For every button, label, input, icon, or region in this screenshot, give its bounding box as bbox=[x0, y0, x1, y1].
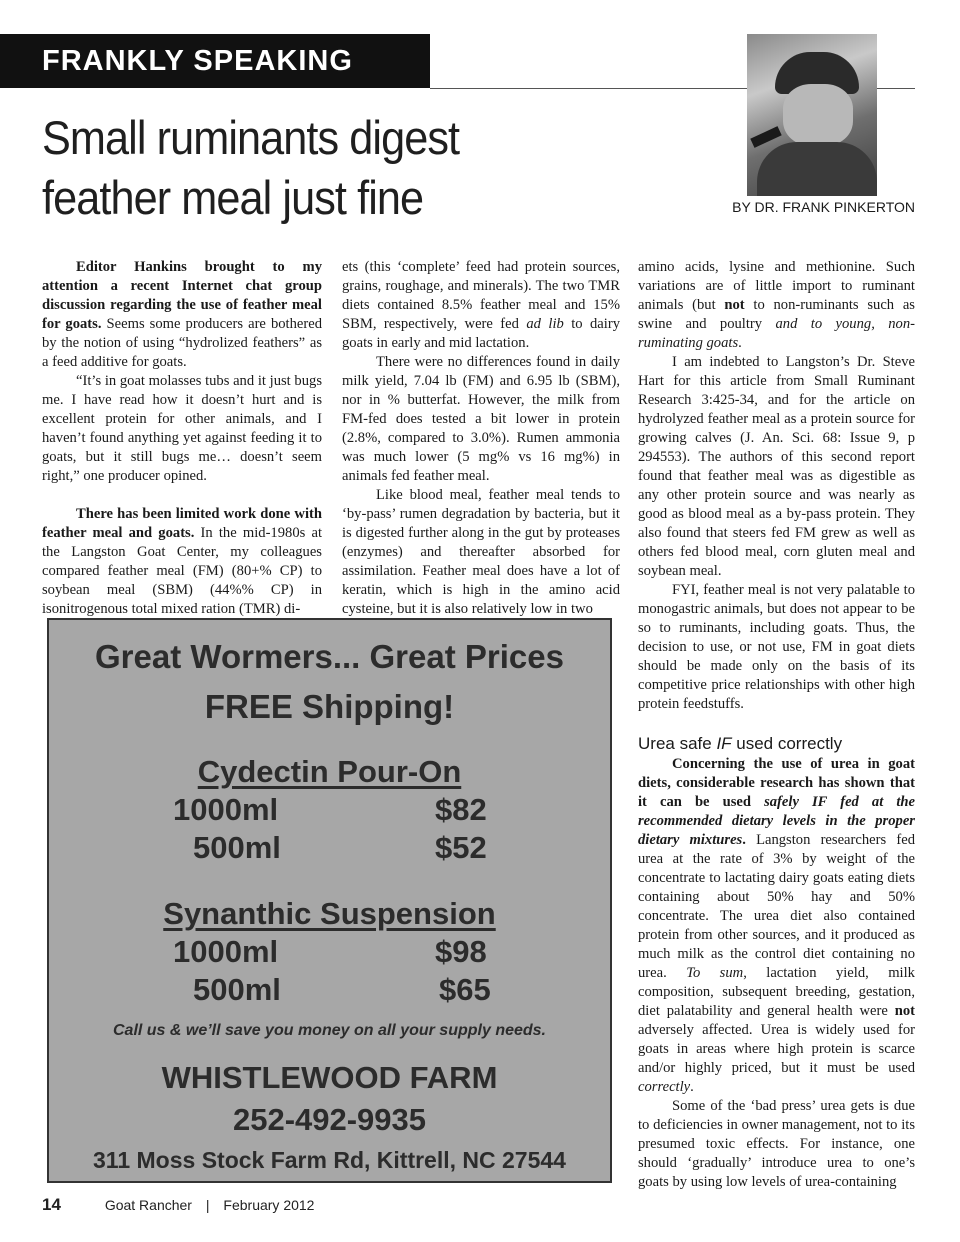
ad-headline: Great Wormers... Great Prices bbox=[95, 638, 564, 675]
ad-farm-name: WHISTLEWOOD FARM bbox=[161, 1060, 498, 1095]
ad-free-shipping: FREE Shipping! bbox=[204, 688, 455, 725]
issue-date: February 2012 bbox=[223, 1197, 315, 1213]
paragraph: FYI, feather meal is not very palatable to monogastric animals, but does not appear to be so to ruminants, including goats. Thus, the decision to use, or not use, FM in goat diets should be made only on the basis of its competitive price relationships with other high protein feedstuffs. bbox=[638, 582, 915, 712]
article-column-2 bbox=[342, 258, 620, 619]
page-number: 14 bbox=[42, 1195, 61, 1214]
ad-size: 500ml bbox=[193, 972, 281, 1007]
author-photo bbox=[747, 34, 877, 196]
headline-line-1: Small ruminants digest bbox=[42, 111, 460, 164]
section-banner: FRANKLY SPEAKING bbox=[0, 34, 430, 88]
article-column-3 bbox=[638, 258, 915, 1192]
headline-line-2: feather meal just fine bbox=[42, 171, 424, 224]
ad-price: $82 bbox=[435, 792, 487, 827]
ad-callout: Call us & we’ll save you money on all your supply needs. bbox=[112, 1022, 546, 1039]
ad-size: 1000ml bbox=[173, 792, 279, 827]
advertisement bbox=[47, 618, 612, 1183]
subheading: Urea safe IF used correctly bbox=[638, 734, 843, 753]
publication-name: Goat Rancher bbox=[104, 1197, 192, 1213]
paragraph: There were no differences found in daily milk yield, 7.04 lb (FM) and 6.95 lb (SBM), nor in % butterfat. However, the milk from FM-fed does tested a bit lower in protein (2.8%, compared to 3.0%). Rumen ammonia was much lower (5 mg% vs 16 mg%) in animals fed feather meal. bbox=[342, 354, 620, 484]
ad-price: $52 bbox=[435, 830, 487, 865]
ad-price: $65 bbox=[439, 972, 491, 1007]
footer-separator: | bbox=[205, 1197, 210, 1213]
paragraph: Editor Hankins brought to my attention a recent Internet chat group discussion regarding the use of feather meal for goats. Seems some producers are bothered by the notion of using “hydrolized feathers” as a feed additive for goats. bbox=[42, 259, 323, 370]
ad-product-synanthic: Synanthic Suspension bbox=[163, 896, 496, 931]
paragraph: Some of the ‘bad press’ urea gets is due to deficiencies in owner management, not to its presumed toxic effects. For instance, one should ‘gradually’ introduce urea to one’s goats by using low levels of urea-containing bbox=[638, 1098, 915, 1190]
paragraph: ets (this ‘complete’ feed had protein sources, grains, roughage, and minerals). The two TMR diets contained 8.5% feather meal and 15% SBM, respectively, were fed ad lib to dairy goats in early and mid lactation. bbox=[342, 259, 621, 351]
ad-size: 500ml bbox=[193, 830, 281, 865]
page-footer bbox=[42, 1195, 314, 1215]
paragraph: Concerning the use of urea in goat diets, considerable research has shown that it can be used safely IF fed at the recommended dietary levels in the proper dietary mixtures. Langston researchers fed urea at the rate of 3% by weight of the concentrate to lactating dairy goats eating diets containing about 50% hay and 50% concentrate. The urea diet also contained protein from other sources, and it produced as much milk as the control diet containing no urea. To sum, lactation yield, milk composition, subsequent breeding, gestation, diet palatability and general health were not adversely affected. Urea is widely used for goats in areas where high protein is scarce and/or highly priced, but it must be used correctly. bbox=[638, 756, 915, 1095]
article-headline bbox=[42, 108, 557, 228]
paragraph: There has been limited work done with feather meal and goats. In the mid-1980s at the Langston Goat Center, my colleagues compared feather meal (FM) (80+% CP) to soybean meal (SBM) (44%% CP) in isonitrogenous total mixed ration (TMR) di- bbox=[42, 506, 322, 617]
byline: BY DR. FRANK PINKERTON bbox=[732, 199, 915, 215]
article-column-1 bbox=[42, 258, 322, 619]
ad-phone: 252-492-9935 bbox=[232, 1102, 427, 1137]
ad-address: 311 Moss Stock Farm Rd, Kittrell, NC 27544 bbox=[93, 1147, 566, 1173]
paragraph: I am indebted to Langston’s Dr. Steve Hart for this article from Small Ruminant Research 3:425-34, and for the article on hydrolyzed feather meal as a protein source for growing calves (J. An. Sci. 68: Issue 9, p 294553). The authors of this second report found that feather meal was as digestible as any other protein source and was nearly as good as blood meal as a by-pass protein. They also found that steers fed FM grew as well as others fed blood meal, corn gluten meal and soybean meal. bbox=[638, 354, 915, 579]
paragraph: “It’s in goat molasses tubs and it just bugs me. I have read how it doesn’t hurt and is excellent protein for other animals, and I haven’t found anything yet against feeding it to goats, but it still bugs me… doesn’t seem right,” one producer opined. bbox=[42, 373, 322, 484]
ad-size: 1000ml bbox=[173, 934, 279, 969]
paragraph: amino acids, lysine and methionine. Such variations are of little import to ruminant animals (but not to non-ruminants such as swine and poultry and to young, non-ruminating goats. bbox=[638, 259, 915, 351]
ad-price: $98 bbox=[435, 934, 487, 969]
paragraph: Like blood meal, feather meal tends to ‘by-pass’ rumen degradation by bacteria, but it is digested further along in the gut by proteases (enzymes) and thereafter absorbed for assimilation. Feather meal does have a lot of keratin, which is high in the amino acid cysteine, but it is also relatively low in two bbox=[342, 487, 620, 617]
ad-product-cydectin: Cydectin Pour-On bbox=[197, 754, 462, 789]
